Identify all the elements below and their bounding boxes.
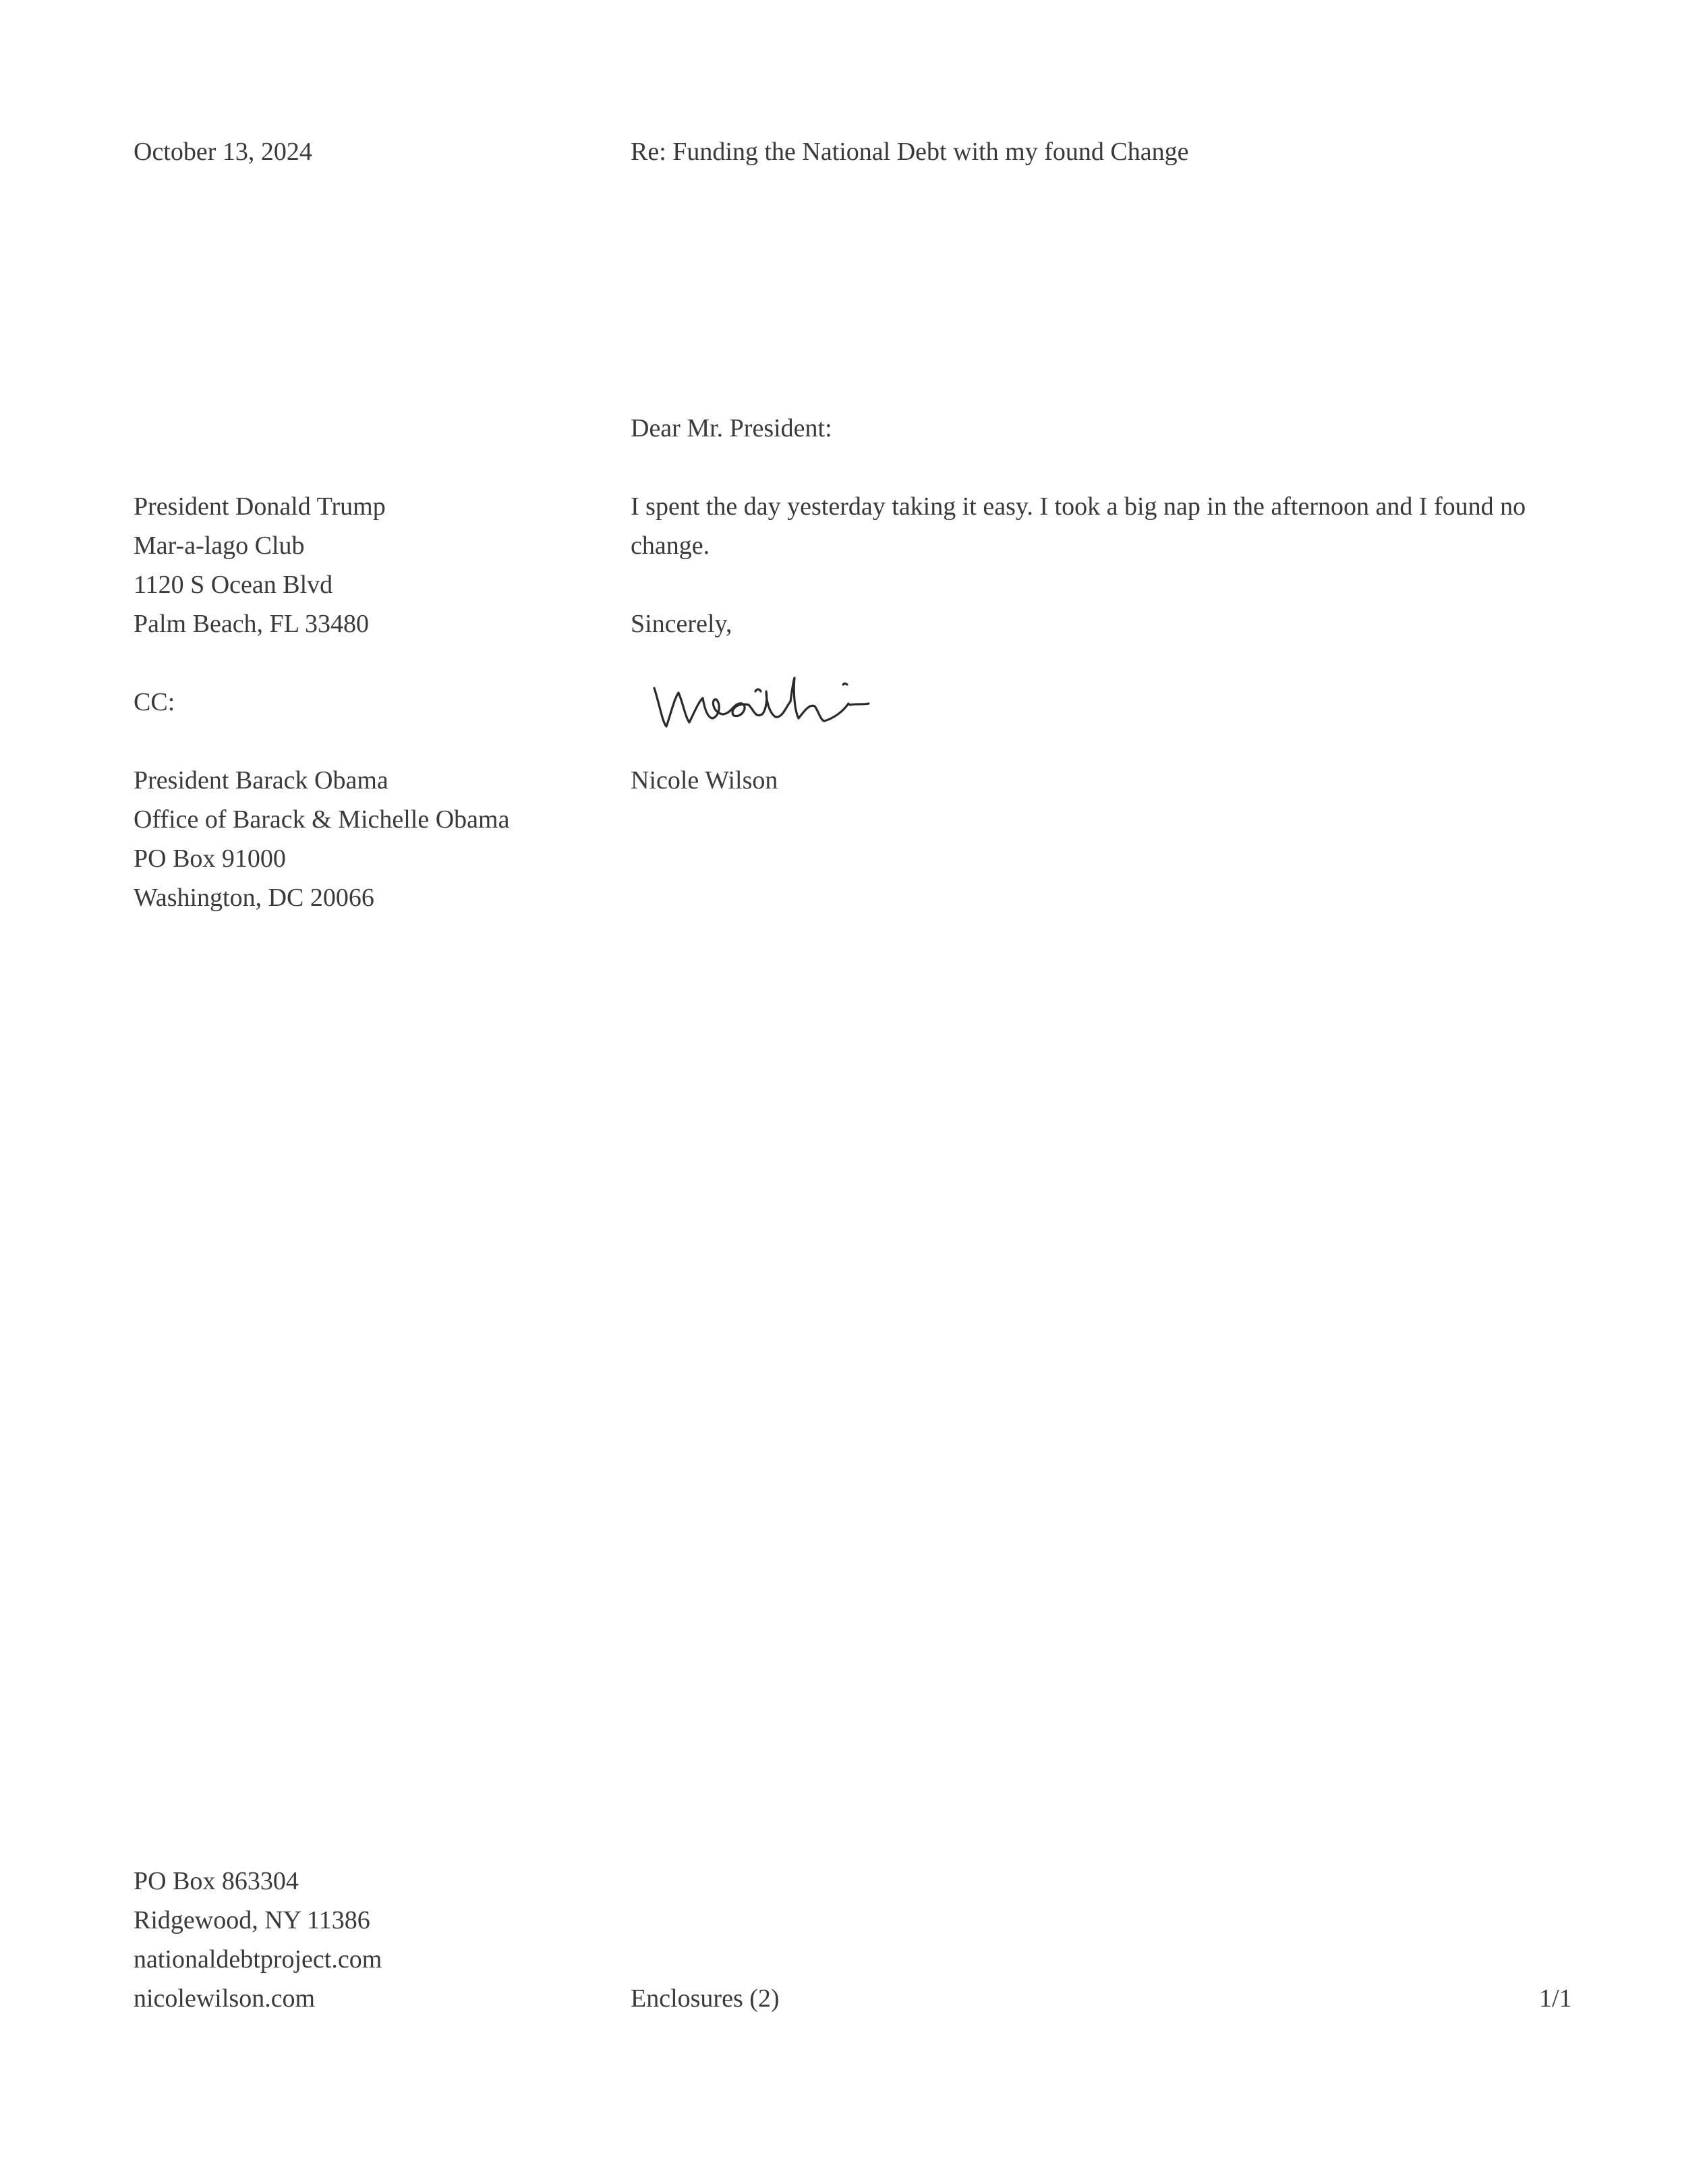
cc-label: CC: — [134, 688, 175, 716]
letter-body: I spent the day yesterday taking it easy. I took a big nap in the afternoon and I found no change. — [631, 492, 1526, 560]
sender-footer — [134, 1862, 382, 2018]
sender-footer-line: PO Box 863304 — [134, 1867, 299, 1895]
page-number: 1/1 — [1539, 1984, 1572, 2013]
recipient-line: Mar-a-lago Club — [134, 531, 305, 560]
sender-footer-line: nationaldebtproject.com — [134, 1945, 382, 1974]
signature-name: Nicole Wilson — [631, 766, 778, 795]
closing: Sincerely, — [631, 610, 732, 638]
signature-image — [647, 664, 958, 739]
cc-recipient-line: Office of Barack & Michelle Obama — [134, 805, 510, 834]
letter-subject: Re: Funding the National Debt with my found Change — [631, 138, 1189, 166]
sender-footer-line: Ridgewood, NY 11386 — [134, 1906, 370, 1934]
recipient-line: Palm Beach, FL 33480 — [134, 610, 369, 638]
enclosures-note: Enclosures (2) — [631, 1984, 780, 2013]
cc-recipient-line: President Barack Obama — [134, 766, 388, 795]
letter-date: October 13, 2024 — [134, 138, 312, 166]
recipient-address — [134, 487, 386, 643]
cc-recipient-line: Washington, DC 20066 — [134, 884, 374, 912]
recipient-line: 1120 S Ocean Blvd — [134, 571, 333, 599]
salutation: Dear Mr. President: — [631, 414, 832, 442]
cc-recipient-line: PO Box 91000 — [134, 844, 286, 873]
sender-footer-line: nicolewilson.com — [134, 1984, 316, 2013]
recipient-line: President Donald Trump — [134, 492, 386, 521]
cc-recipient-address — [134, 761, 509, 917]
